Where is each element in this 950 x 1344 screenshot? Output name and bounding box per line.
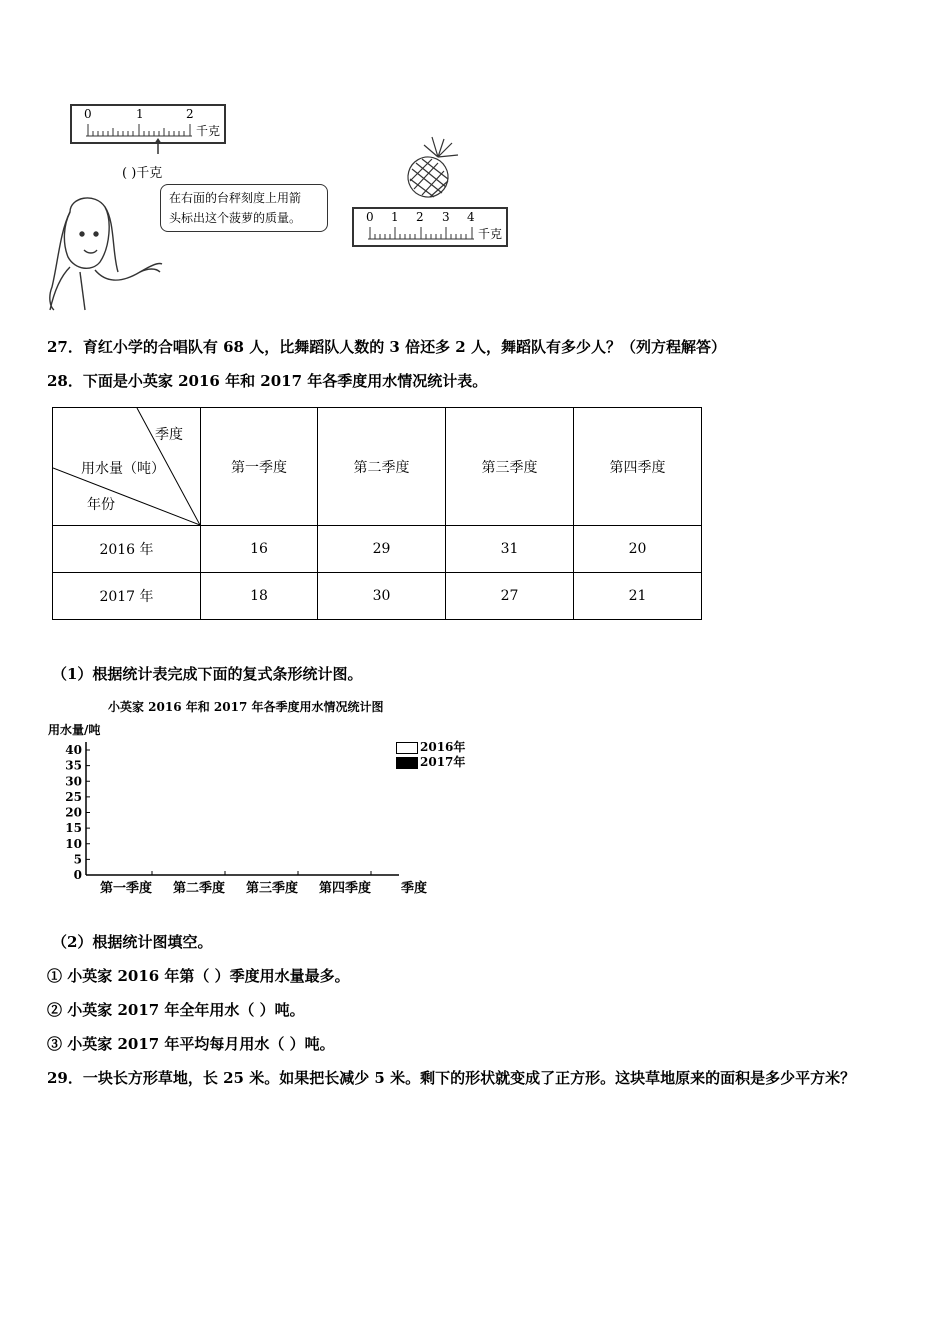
table-cell: 21 — [574, 573, 702, 620]
question-27: 27．育红小学的合唱队有 68 人，比舞蹈队人数的 3 倍还多 2 人，舞蹈队有多少人？（列方程解答） — [47, 338, 726, 356]
y-tick-label: 10 — [65, 836, 82, 851]
chart-axes — [44, 695, 484, 905]
ruler-2-tick-2: 2 — [416, 210, 424, 224]
table-header-q3: 第三季度 — [446, 408, 574, 526]
x-category-label: 第二季度 — [172, 881, 226, 896]
fill-blank-2: ② 小英家 2017 年全年用水（ ）吨。 — [47, 1001, 305, 1019]
ruler-1-tick-1: 1 — [136, 107, 144, 121]
ruler-2-tick-0: 0 — [366, 210, 374, 224]
ruler-scale-1 — [70, 104, 226, 144]
ruler-2-unit: 千克 — [478, 227, 503, 241]
y-tick-label: 25 — [65, 789, 82, 804]
diag-label-season: 季度 — [155, 427, 183, 443]
legend-2017 — [396, 753, 465, 770]
table-header-row — [53, 408, 702, 526]
table-cell: 20 — [574, 526, 702, 573]
table-cell: 27 — [446, 573, 574, 620]
answer-blank-kg: ( )千克 — [122, 166, 163, 181]
ruler-2-tick-3: 3 — [442, 210, 450, 224]
diag-label-year: 年份 — [87, 497, 115, 513]
table-diagonal-header — [53, 408, 201, 526]
x-category-label: 第三季度 — [245, 881, 299, 896]
ruler-2-tick-4: 4 — [467, 210, 475, 224]
y-tick-label: 5 — [73, 852, 82, 867]
question-28-part-1: （1）根据统计表完成下面的复式条形统计图。 — [52, 665, 363, 683]
y-tick-label: 35 — [65, 758, 82, 773]
fill-blank-3: ③ 小英家 2017 年平均每月用水（ ）吨。 — [47, 1035, 335, 1053]
x-category-label: 第四季度 — [318, 881, 372, 896]
x-category-label: 第一季度 — [99, 881, 153, 896]
teacher-illustration-icon — [40, 192, 170, 314]
table-cell-year: 2016 年 — [53, 526, 201, 573]
question-28: 28．下面是小英家 2016 年和 2017 年各季度用水情况统计表。 — [47, 372, 488, 390]
table-cell: 29 — [318, 526, 446, 573]
bar-chart — [44, 695, 484, 905]
diag-label-usage: 用水量（吨） — [81, 461, 165, 477]
chart-ylabel: 用水量/吨 — [48, 723, 101, 737]
y-tick-label: 15 — [65, 821, 82, 836]
question-29: 29．一块长方形草地，长 25 米。如果把长减少 5 米。剩下的形状就变成了正方形。这块草地原来的面积是多少平方米？ — [47, 1069, 856, 1087]
y-tick-label: 0 — [73, 868, 82, 882]
legend-2016-label: 2016年 — [420, 740, 466, 754]
chart-xlabel: 季度 — [400, 881, 428, 896]
table-cell: 16 — [201, 526, 318, 573]
ruler-2-tick-1: 1 — [391, 210, 399, 224]
table-cell: 18 — [201, 573, 318, 620]
bubble-line-2: 头标出这个菠萝的质量。 — [169, 211, 302, 225]
table-row — [53, 526, 702, 573]
table-header-q1: 第一季度 — [201, 408, 318, 526]
table-header-q2: 第二季度 — [318, 408, 446, 526]
ruler-2-ticks — [354, 223, 482, 243]
ruler-1-unit: 千克 — [196, 124, 221, 138]
table-row — [53, 573, 702, 620]
water-usage-table — [52, 407, 702, 620]
legend-2017-label: 2017年 — [420, 755, 466, 769]
legend-2017-swatch — [396, 757, 418, 769]
ruler-scale-2 — [352, 207, 508, 247]
ruler-1-tick-0: 0 — [84, 107, 92, 121]
bubble-line-1: 在右面的台秤刻度上用箭 — [169, 191, 302, 205]
y-tick-label: 40 — [65, 743, 82, 757]
fill-blank-1: ① 小英家 2016 年第（ ）季度用水量最多。 — [47, 967, 350, 985]
table-cell: 30 — [318, 573, 446, 620]
table-header-q4: 第四季度 — [574, 408, 702, 526]
question-28-part-2: （2）根据统计图填空。 — [52, 933, 213, 951]
ruler-1-arrow-icon — [150, 138, 170, 158]
legend-2016-swatch — [396, 742, 418, 754]
chart-title: 小英家 2016 年和 2017 年各季度用水情况统计图 — [108, 700, 384, 714]
ruler-1-tick-2: 2 — [186, 107, 194, 121]
y-tick-label: 30 — [65, 774, 82, 789]
speech-bubble — [160, 184, 328, 232]
y-tick-label: 20 — [65, 805, 82, 820]
pineapple-icon — [402, 135, 462, 201]
ruler-1-ticks — [72, 120, 200, 140]
table-cell: 31 — [446, 526, 574, 573]
table-cell-year: 2017 年 — [53, 573, 201, 620]
